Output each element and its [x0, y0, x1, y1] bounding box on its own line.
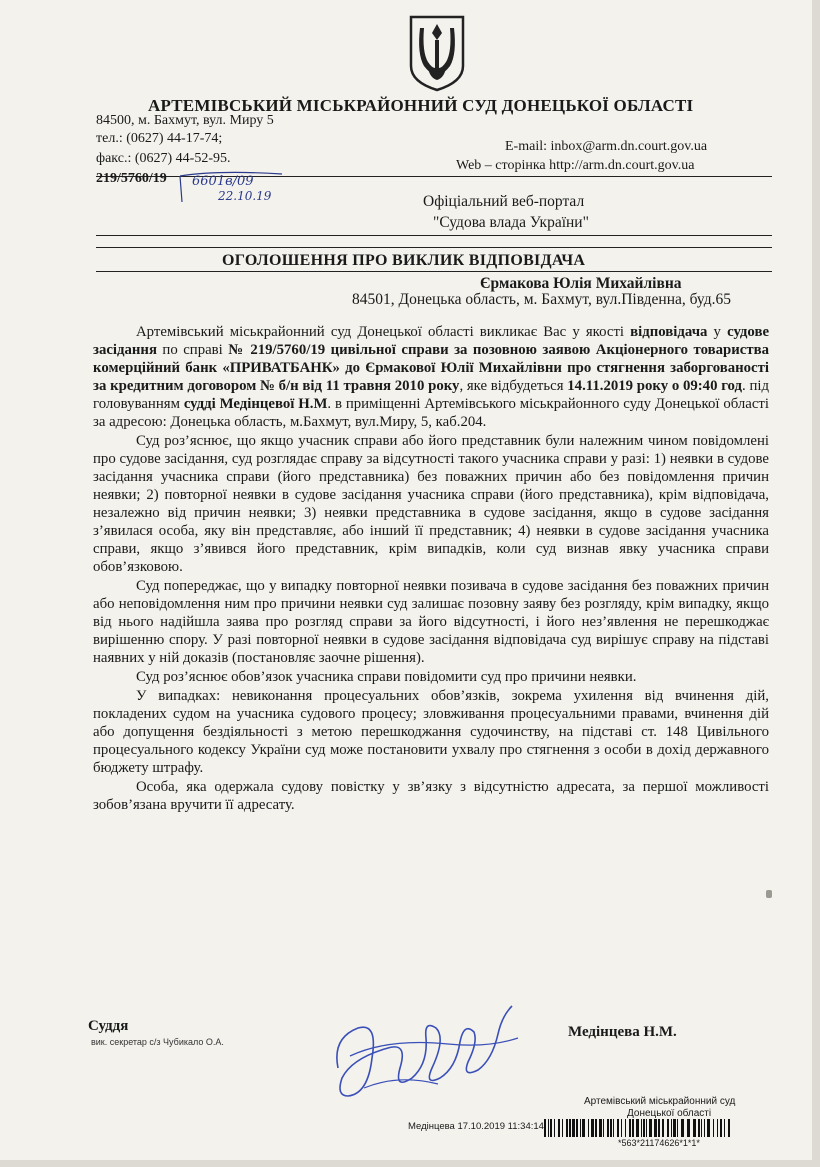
- notice-body: [93, 323, 769, 814]
- summons-text-run: судове засідання: [93, 324, 770, 358]
- handwritten-registration-mark: [178, 168, 286, 204]
- notice-heading: ОГОЛОШЕННЯ ПРО ВИКЛИК ВІДПОВІДАЧА: [222, 252, 586, 269]
- trident-emblem-icon: [408, 14, 466, 92]
- recipient-address: 84501, Донецька область, м. Бахмут, вул.Південна, буд.65: [352, 291, 731, 308]
- stamp-court-name: Артемівський міськрайонний суд: [584, 1096, 736, 1107]
- judge-name: Медінцева Н.М.: [568, 1024, 677, 1040]
- summons-text-run: 14.11.2019 року о 09:40 год: [567, 378, 743, 394]
- portal-line-1: Офіціальний веб-портал: [423, 193, 585, 210]
- handwritten-registration-date: 22.10.19: [218, 189, 272, 203]
- summons-paragraph: [93, 323, 769, 431]
- absence-rules-paragraph: Суд роз’яснює, що якщо учасник справи або його представник були належним чином повідомлені про судове засідання, суд розглядає справу за відсутності такого учасника справи у разі: 1) неявки в судове засідання учасника справи (його представника) без поважних причин або без повідомлення причин неявки; 2) повторної неявки в судове засідання учасника справи (його представника), крім відповідача, незалежно від причин неявки; 3) неявки представника в судове засідання, якщо в судове засідання з’явилася особа, яку він представляє, або інший її представник; 4) неявки в судове засідання учасника справи, якщо з’явився його представник, крім випадків, коли суд визнав явку учасника справи обов’язковою.: [93, 433, 769, 575]
- court-address: 84500, м. Бахмут, вул. Миру 5: [96, 113, 274, 128]
- summons-text-run: . в приміщенні Артемівського міськрайонного суду Донецької області за адресою: Донецька область, м.Бахмут, вул.Миру, 5, каб.204.: [93, 396, 769, 430]
- warning-paragraph: Суд попереджає, що у випадку повторної неявки позивача в судове засідання без поважних причин або неповідомлення ним про причини неявки суд залишає позовну заяву без розгляду, крім випадку, якщо від нього надійшла заява про розгляд справи за його відсутності, і його нез’явлення не перешкоджає вирішенню спору. У разі повторної неявки в судове засідання відповідача суд вирішує справу на підставі наявних у ній доказів (постановляє заочне рішення).: [93, 578, 769, 666]
- judge-signature: [328, 998, 524, 1106]
- summons-text-run: судді Медінцевої Н.М: [183, 396, 328, 412]
- delivery-paragraph: Особа, яка одержала судову повістку у зв’язку з відсутністю адресата, за першої можливості зобов’язана вручити її адресату.: [93, 779, 769, 813]
- recipient-name: Єрмакова Юлія Михайлівна: [480, 275, 682, 292]
- penalty-paragraph: У випадках: невиконання процесуальних обов’язків, зокрема ухилення від вчинення дій, покладених судом на учасника судового процесу; зловживання процесуальними правами, вчинення дій або допущення бездіяльності з метою перешкоджання судочинству, на підставі ст. 148 Цивільного процесуального кодексу України суд може постановити ухвалу про стягнення з особи в дохід державного бюджету штрафу.: [93, 688, 769, 776]
- case-number: 219/5760/19: [96, 171, 167, 186]
- handwritten-registration-number: 6601в/09: [192, 174, 254, 189]
- judge-label: Суддя: [88, 1018, 129, 1034]
- summons-text-run: , яке відбудеться: [459, 378, 568, 394]
- court-title: АРТЕМІВСЬКИЙ МІСЬКРАЙОННИЙ СУД ДОНЕЦЬКОЇ ОБЛАСТІ: [148, 96, 694, 115]
- barcode: [544, 1119, 734, 1137]
- court-fax: факс.: (0627) 44-52-95.: [96, 151, 231, 166]
- summons-text-run: по справі: [156, 342, 229, 358]
- summons-text-run: . під головуванням: [93, 378, 769, 412]
- portal-line-2: "Судова влада України": [433, 214, 589, 231]
- barcode-number: *563*21174626*1*1*: [618, 1138, 700, 1148]
- obligation-paragraph: Суд роз’яснює обов’язок учасника справи повідомити суд про причини неявки.: [136, 669, 637, 685]
- summons-text-run: у: [707, 324, 728, 340]
- heading-rule-bottom: [96, 271, 772, 272]
- summons-text-run: № 219/5760/19 цивільної справи за позовною заявою Акціонерного товариства комерційний банк «ПРИВАТБАНК» до Єрмакової Юлії Михайлівни про стягнення заборгованості за кредитним договором № б/н від 11 травня 2010 року: [93, 342, 769, 394]
- heading-rule-top: [96, 247, 772, 248]
- court-phone: тел.: (0627) 44-17-74;: [96, 131, 223, 146]
- court-web: Web – сторінка http://arm.dn.court.gov.ua: [456, 158, 695, 173]
- secretary-note: вик. секретар с/з Чубикало О.А.: [91, 1037, 224, 1047]
- summons-text-run: відповідача: [630, 324, 708, 340]
- court-email: E-mail: inbox@arm.dn.court.gov.ua: [505, 139, 708, 154]
- portal-divider: [96, 235, 772, 236]
- summons-text-run: Артемівський міськрайонний суд Донецької області викликає Вас у якості: [136, 324, 631, 340]
- scan-mark: [766, 890, 772, 898]
- stamp-region: Донецької області: [627, 1108, 712, 1119]
- electronic-stamp: Медінцева 17.10.2019 11:34:14: [408, 1121, 544, 1132]
